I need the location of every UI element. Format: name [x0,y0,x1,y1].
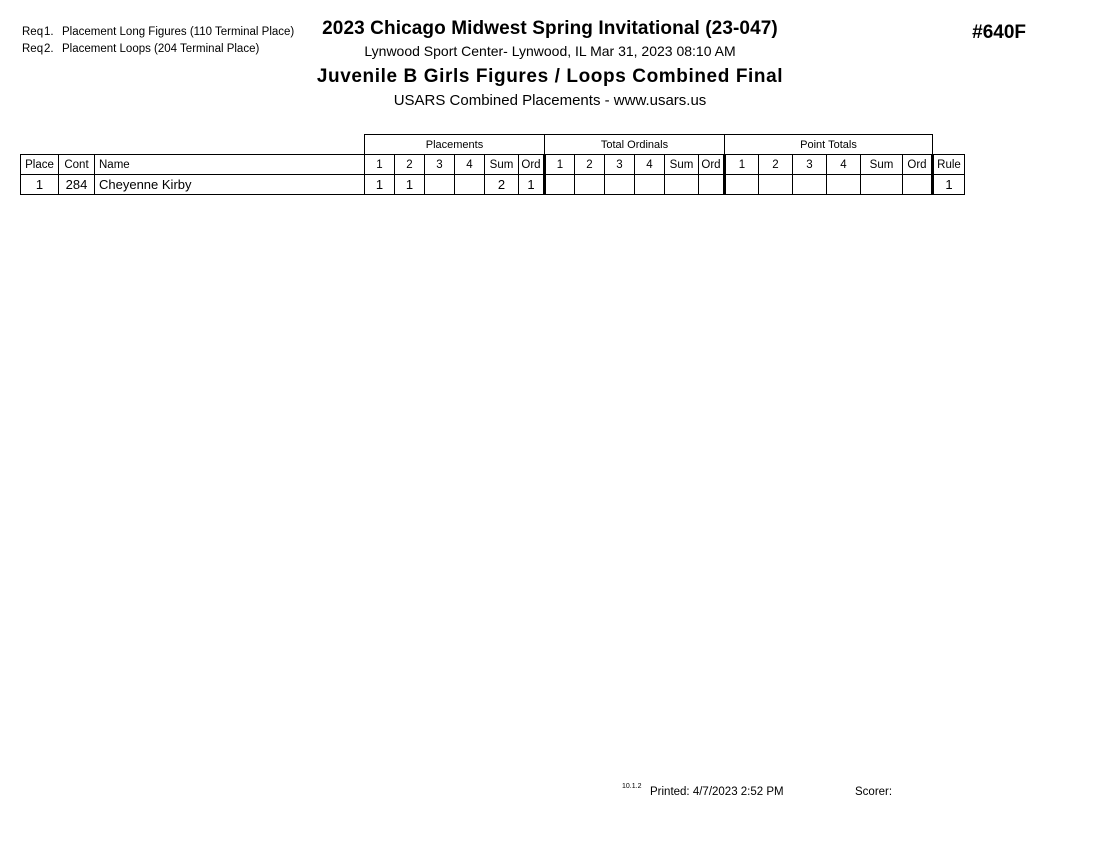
cell-points-judge-4 [827,175,861,195]
band-spacer [933,135,965,155]
cell-name: Cheyenne Kirby [95,175,365,195]
results-sheet [20,134,1006,195]
header-ordinals-sum: Sum [665,155,699,175]
footer-printed-timestamp: Printed: 4/7/2023 2:52 PM [650,786,784,798]
header-cont: Cont [59,155,95,175]
cell-placements-sum: 2 [485,175,519,195]
band-spacer [59,135,95,155]
cell-points-ord [903,175,933,195]
band-spacer [95,135,365,155]
requirement-number: 2. [44,43,54,55]
header-placements-judge-4: 4 [455,155,485,175]
header-placements-judge-2: 2 [395,155,425,175]
venue-datetime: Lynwood Sport Center- Lynwood, IL Mar 31, 2023 08:10 AM [364,43,736,59]
heat-number: #640F [972,22,1026,43]
group-label-placements: Placements [365,135,545,155]
footer-scorer-label: Scorer: [855,786,893,798]
header-ordinals-judge-3: 3 [605,155,635,175]
cell-placements-judge-2: 1 [395,175,425,195]
header-points-sum: Sum [861,155,903,175]
header-ordinals-ord: Ord [699,155,725,175]
header-placements-sum: Sum [485,155,519,175]
cell-ordinals-judge-3 [605,175,635,195]
cell-placements-judge-3 [425,175,455,195]
cell-points-judge-3 [793,175,827,195]
footer-version-code: 10.1.2 [622,783,642,790]
header-points-judge-3: 3 [793,155,827,175]
cell-points-judge-2 [759,175,793,195]
header-name: Name [95,155,365,175]
cell-ordinals-judge-2 [575,175,605,195]
column-header-row [21,155,965,175]
header-place: Place [21,155,59,175]
header-placements-ord: Ord [519,155,545,175]
cell-points-judge-1 [725,175,759,195]
cell-placements-ord: 1 [519,175,545,195]
group-label-total-ordinals: Total Ordinals [545,135,725,155]
header-ordinals-judge-1: 1 [545,155,575,175]
cell-ordinals-ord [699,175,725,195]
organization-line: USARS Combined Placements - www.usars.us [393,92,707,109]
cell-ordinals-sum [665,175,699,195]
group-header-row [21,135,965,155]
event-title: Juvenile B Girls Figures / Loops Combined Final [316,66,784,87]
header-points-ord: Ord [903,155,933,175]
header-placements-judge-1: 1 [365,155,395,175]
header-points-judge-2: 2 [759,155,793,175]
table-row [21,175,965,195]
page-title: 2023 Chicago Midwest Spring Invitational (23-047) [322,18,778,39]
header-placements-judge-3: 3 [425,155,455,175]
cell-rule: 1 [933,175,965,195]
requirement-text: Placement Long Figures (110 Terminal Place) [62,26,295,38]
cell-placements-judge-1: 1 [365,175,395,195]
header-ordinals-judge-4: 4 [635,155,665,175]
requirement-text: Placement Loops (204 Terminal Place) [62,43,260,55]
requirement-number: 1. [44,26,54,38]
cell-ordinals-judge-1 [545,175,575,195]
requirement-label: Req [22,43,44,55]
header-points-judge-1: 1 [725,155,759,175]
band-spacer [21,135,59,155]
results-table [20,134,965,195]
cell-points-sum [861,175,903,195]
cell-place: 1 [21,175,59,195]
cell-placements-judge-4 [455,175,485,195]
cell-ordinals-judge-4 [635,175,665,195]
cell-cont: 284 [59,175,95,195]
header-rule: Rule [933,155,965,175]
document-header [0,18,1100,112]
header-ordinals-judge-2: 2 [575,155,605,175]
requirement-label: Req [22,26,44,38]
group-label-point-totals: Point Totals [725,135,933,155]
header-points-judge-4: 4 [827,155,861,175]
